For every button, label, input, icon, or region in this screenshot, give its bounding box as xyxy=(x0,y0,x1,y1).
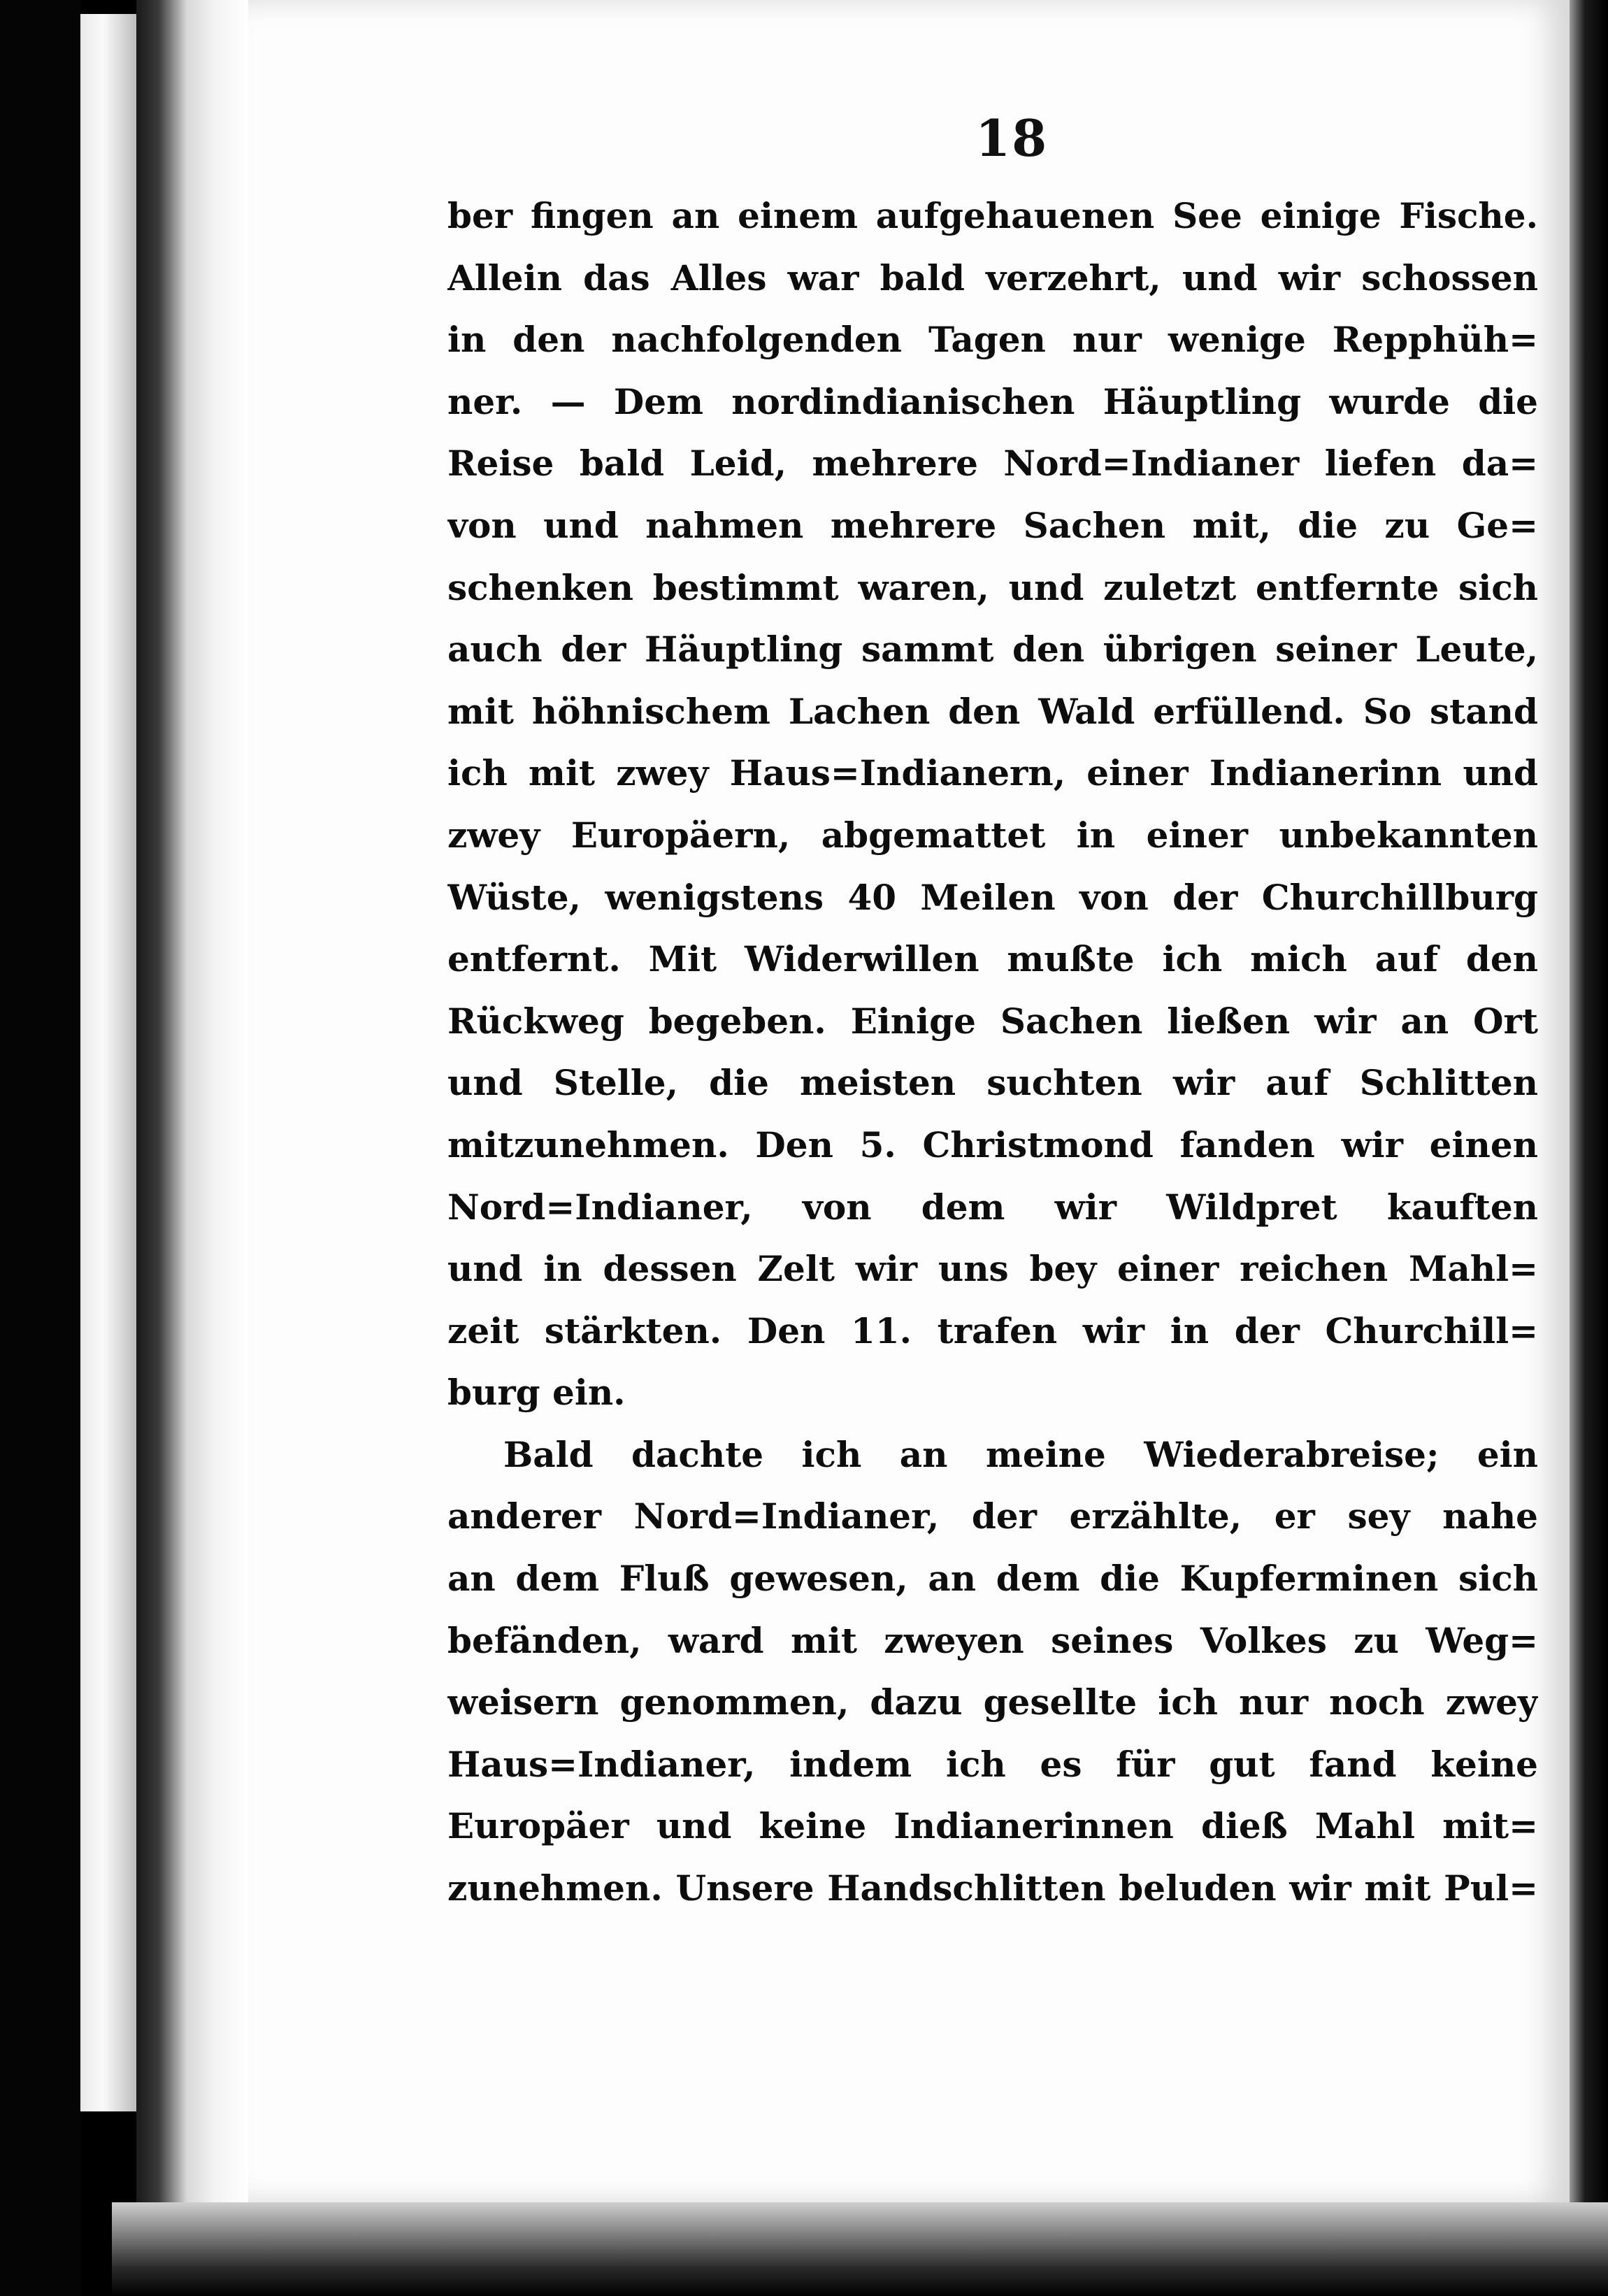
text-line: schenken bestimmt waren, und zuletzt entfernte sich xyxy=(447,566,1538,608)
page-number: 18 xyxy=(975,108,1049,168)
text-line: auch der Häuptling sammt den übrigen seiner Leute, xyxy=(447,629,1538,670)
text-line: an dem Fluß gewesen, an dem die Kupferminen sich xyxy=(447,1558,1538,1600)
text-line: und Stelle, die meisten suchten wir auf Schlitten xyxy=(447,1062,1538,1104)
text-line: befänden, ward mit zweyen seines Volkes zu Weg= xyxy=(447,1619,1538,1661)
text-line: ber fingen an einem aufgehauenen See einige Fische. xyxy=(447,195,1538,236)
text-line: ner. — Dem nordindianischen Häuptling wurde die xyxy=(447,380,1538,422)
scan-background-left xyxy=(0,0,80,2296)
text-line: Bald dachte ich an meine Wiederabreise; ein xyxy=(503,1433,1538,1475)
text-line: entfernt. Mit Widerwillen mußte ich mich auf den xyxy=(447,938,1538,980)
text-line: Nord=Indianer, von dem wir Wildpret kauften xyxy=(447,1186,1538,1228)
text-line: Europäer und keine Indianerinnen dieß Mahl mit= xyxy=(447,1805,1538,1847)
page-edge-right xyxy=(1570,0,1608,2296)
text-line: anderer Nord=Indianer, der erzählte, er sey nahe xyxy=(447,1495,1538,1537)
text-line: burg ein. xyxy=(447,1372,626,1414)
page-gutter xyxy=(136,0,248,2237)
text-line: Rückweg begeben. Einige Sachen ließen wir an Ort xyxy=(447,1000,1538,1042)
text-line: Haus=Indianer, indem ich es für gut fand keine xyxy=(447,1743,1538,1785)
text-line: mit höhnischem Lachen den Wald erfüllend. So stand xyxy=(447,690,1538,732)
text-line: weisern genommen, dazu gesellte ich nur noch zwey xyxy=(447,1681,1538,1723)
binding-strip xyxy=(80,14,136,2111)
text-line: Reise bald Leid, mehrere Nord=Indianer liefen da= xyxy=(447,443,1538,485)
text-line: in den nachfolgenden Tagen nur wenige Repphüh= xyxy=(447,319,1538,361)
page-bottom-edge xyxy=(112,2202,1608,2296)
text-line: zwey Europäern, abgemattet in einer unbekannten xyxy=(447,814,1538,856)
text-line: ich mit zwey Haus=Indianern, einer Indianerinn und xyxy=(447,752,1538,794)
text-line: Allein das Alles war bald verzehrt, und wir schossen xyxy=(447,257,1538,299)
text-line: zunehmen. Unsere Handschlitten beluden wir mit Pul= xyxy=(447,1867,1538,1909)
text-line: zeit stärkten. Den 11. trafen wir in der Churchill= xyxy=(447,1310,1538,1351)
text-line: mitzunehmen. Den 5. Christmond fanden wir einen xyxy=(447,1124,1538,1165)
text-line: von und nahmen mehrere Sachen mit, die zu Ge= xyxy=(447,504,1538,546)
body-text xyxy=(447,185,1538,1920)
text-line: und in dessen Zelt wir uns bey einer reichen Mahl= xyxy=(447,1248,1538,1290)
text-line: Wüste, wenigstens 40 Meilen von der Churchillburg xyxy=(447,876,1538,918)
